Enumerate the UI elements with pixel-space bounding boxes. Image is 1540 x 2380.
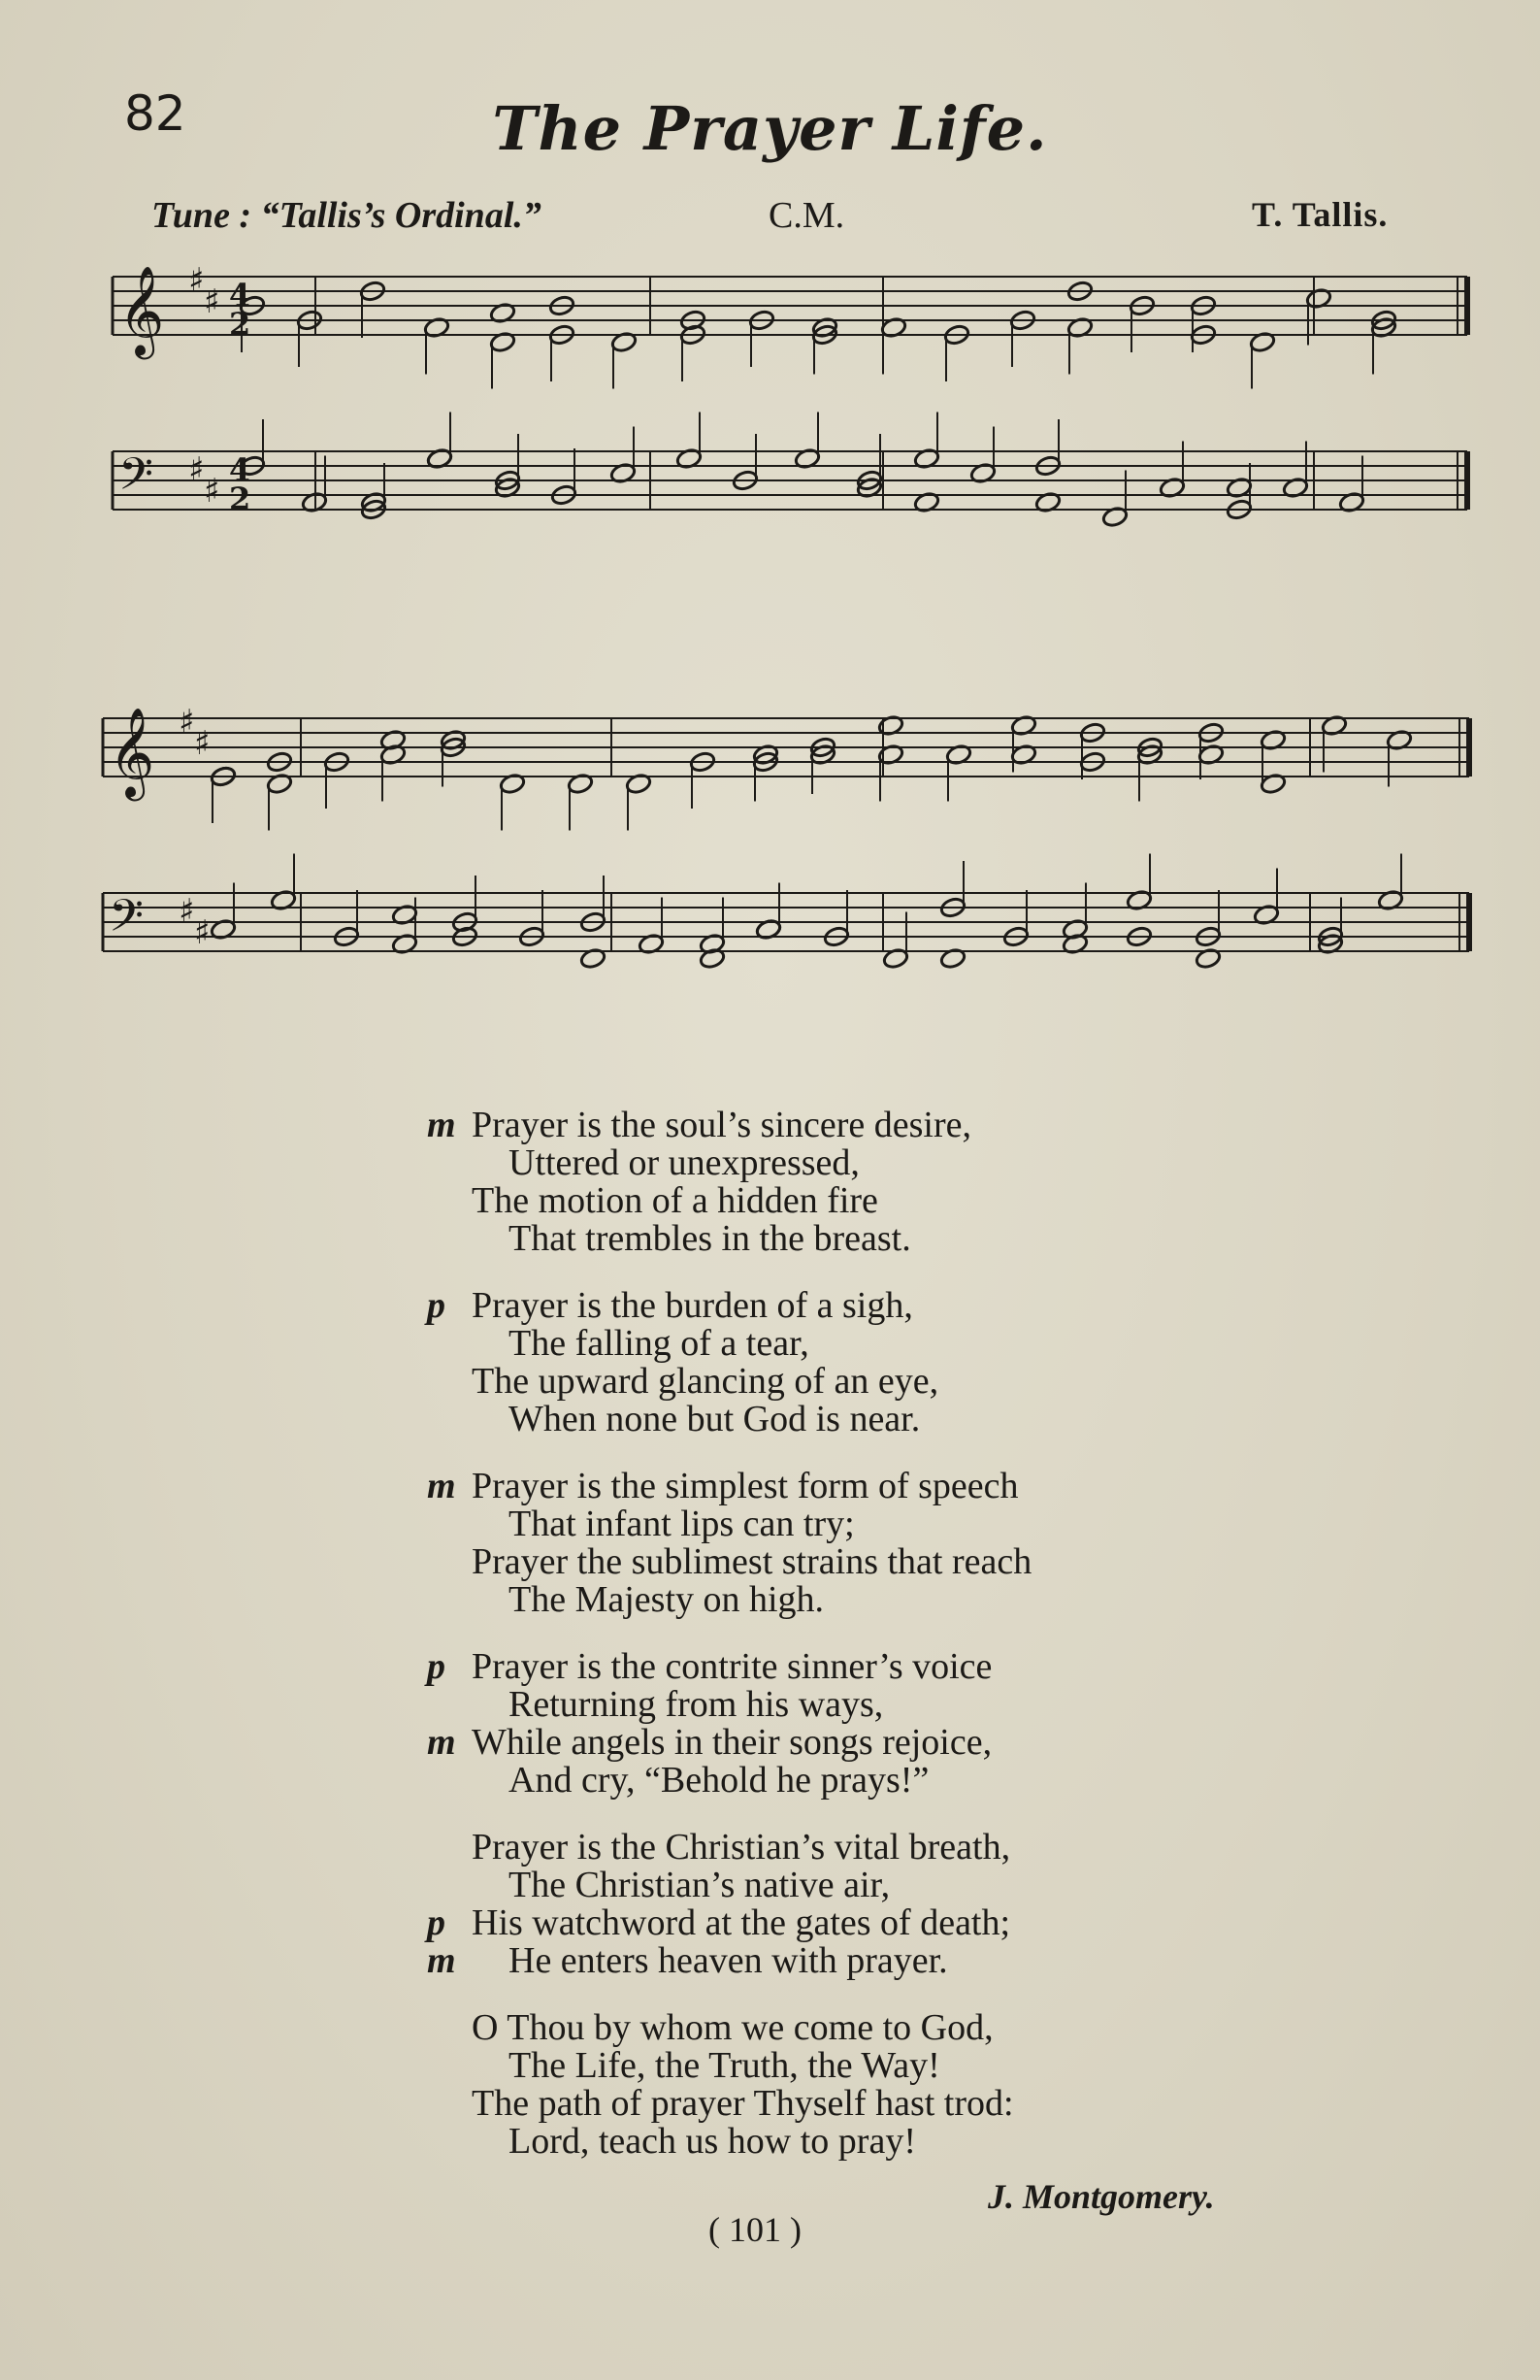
time-signature: 4 xyxy=(229,277,251,314)
key-sharp: ♯ xyxy=(204,472,220,511)
music-score xyxy=(97,248,1494,1034)
key-sharp: ♯ xyxy=(188,450,205,489)
verse-text: Prayer is the simplest form of speech xyxy=(472,1466,1019,1506)
dynamic-mark: m xyxy=(427,1722,456,1763)
verse-text: And cry, “Behold he prays!” xyxy=(508,1760,930,1801)
hymn-author: J. Montgomery. xyxy=(988,2177,1215,2216)
time-signature: 2 xyxy=(229,306,251,343)
dynamic-mark: m xyxy=(427,1940,456,1981)
tune-name: Tune : “Tallis’s Ordinal.” xyxy=(151,195,541,236)
dynamic-mark: p xyxy=(427,1285,445,1326)
verse-text: The Majesty on high. xyxy=(508,1579,825,1620)
verse-text: The falling of a tear, xyxy=(508,1323,809,1364)
time-signature: 4 xyxy=(229,451,251,488)
key-sharp: ♯ xyxy=(179,892,195,931)
key-sharp: ♯ xyxy=(194,913,211,952)
bass-clef: 𝄢 xyxy=(118,448,154,512)
page-title: The Prayer Life. xyxy=(492,93,1048,164)
verse-text: Prayer is the burden of a sigh, xyxy=(472,1285,913,1326)
bass-clef: 𝄢 xyxy=(109,890,145,953)
dynamic-mark: m xyxy=(427,1466,456,1506)
verse-text: Returning from his ways, xyxy=(508,1684,884,1725)
verse-text: The upward glancing of an eye, xyxy=(472,1361,939,1402)
verse-text: While angels in their songs rejoice, xyxy=(472,1722,993,1763)
verse-text: Uttered or unexpressed, xyxy=(508,1142,860,1183)
key-sharp: ♯ xyxy=(188,261,205,300)
verse-text: O Thou by whom we come to God, xyxy=(472,2007,994,2048)
verse-text: The path of prayer Thyself hast trod: xyxy=(472,2083,1014,2124)
dynamic-mark: p xyxy=(427,1646,445,1687)
verse-text: Prayer is the Christian’s vital breath, xyxy=(472,1827,1011,1868)
verse-text: The Life, the Truth, the Way! xyxy=(508,2045,940,2086)
key-sharp: ♯ xyxy=(204,282,220,321)
treble-clef: 𝄞 xyxy=(109,707,155,797)
verse-text: Prayer the sublimest strains that reach xyxy=(472,1541,1032,1582)
verse-text: Lord, teach us how to pray! xyxy=(508,2121,916,2162)
treble-clef: 𝄞 xyxy=(118,265,165,355)
verse-text: The motion of a hidden fire xyxy=(472,1180,878,1221)
verse-text: When none but God is near. xyxy=(508,1399,921,1439)
key-sharp: ♯ xyxy=(179,703,195,742)
verse-text: That infant lips can try; xyxy=(508,1504,855,1544)
dynamic-mark: p xyxy=(427,1902,445,1943)
key-sharp: ♯ xyxy=(194,724,211,763)
time-signature: 2 xyxy=(229,480,251,517)
page-number: 82 xyxy=(124,85,186,142)
tune-meter: C.M. xyxy=(769,195,845,236)
dynamic-mark: m xyxy=(427,1105,456,1145)
verse-text: Prayer is the soul’s sincere desire, xyxy=(472,1105,971,1145)
tune-composer: T. Tallis. xyxy=(1252,195,1389,234)
verse-text: That trembles in the breast. xyxy=(508,1218,911,1259)
verse-text: He enters heaven with prayer. xyxy=(508,1940,948,1981)
verse-text: Prayer is the contrite sinner’s voice xyxy=(472,1646,993,1687)
verse-text: His watchword at the gates of death; xyxy=(472,1902,1011,1943)
verse-text: The Christian’s native air, xyxy=(508,1865,891,1905)
page-folio: ( 101 ) xyxy=(708,2210,802,2249)
